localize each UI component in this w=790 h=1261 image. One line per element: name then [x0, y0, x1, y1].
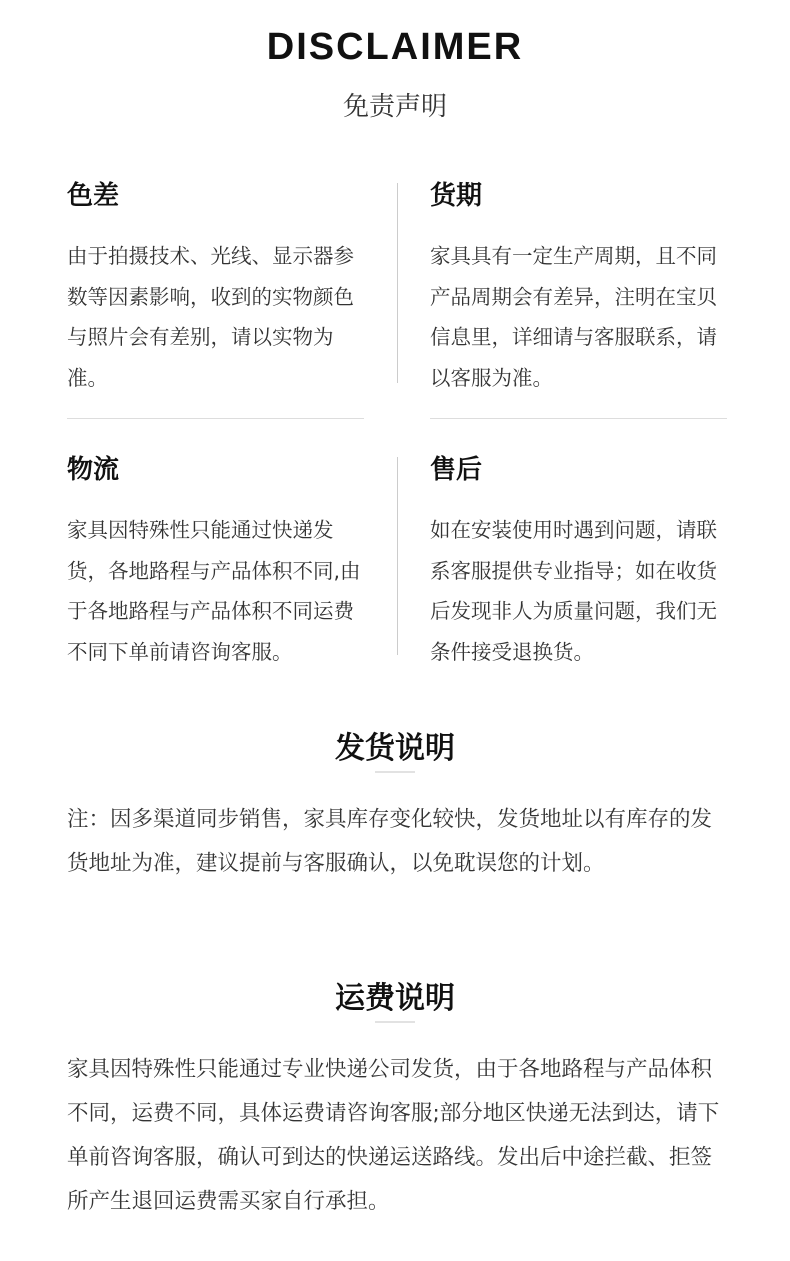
horizontal-divider-left — [67, 418, 364, 419]
header-subtitle: 免责声明 — [342, 92, 447, 122]
vertical-divider — [397, 457, 398, 655]
horizontal-divider-right — [430, 418, 727, 419]
card-color-difference — [67, 180, 367, 398]
freight-title-underline — [375, 1021, 415, 1023]
shipping-title-underline — [375, 771, 415, 773]
vertical-divider — [397, 183, 398, 383]
header-title: DISCLAIMER — [266, 26, 524, 68]
card-delivery-time — [430, 180, 730, 398]
card-title: 色差 — [67, 181, 120, 211]
freight-title: 运费说明 — [335, 981, 455, 1016]
shipping-body: 注：因多渠道同步销售，家具库存变化较快，发货地址以有库存的发货地址为准，建议提前与客服确认，以免耽误您的计划。 — [67, 807, 713, 876]
freight-body: 家具因特殊性只能通过专业快递公司发货，由于各地路程与产品体积不同，运费不同，具体运费请咨询客服;部分地区快递无法到达，请下单前咨询客服，确认可到达的快递运送路线。发出后中途拦截、拒签所产生退回运费需买家自行承担。 — [67, 1057, 720, 1214]
card-title: 货期 — [430, 181, 483, 211]
card-logistics — [67, 454, 367, 672]
card-body: 如在安装使用时遇到问题，请联系客服提供专业指导；如在收货后发现非人为质量问题，我们无条件接受退换货。 — [430, 518, 717, 664]
card-body: 家具因特殊性只能通过快递发货，各地路程与产品体积不同,由于各地路程与产品体积不同运费不同下单前请咨询客服。 — [67, 518, 361, 664]
card-body: 由于拍摄技术、光线、显示器参数等因素影响，收到的实物颜色与照片会有差别，请以实物为准。 — [67, 244, 354, 390]
card-after-sales — [430, 454, 730, 672]
card-title: 售后 — [430, 455, 483, 485]
card-body: 家具具有一定生产周期，且不同产品周期会有差异，注明在宝贝信息里，详细请与客服联系，请以客服为准。 — [430, 244, 717, 390]
card-title: 物流 — [67, 455, 120, 485]
shipping-title: 发货说明 — [335, 731, 455, 766]
